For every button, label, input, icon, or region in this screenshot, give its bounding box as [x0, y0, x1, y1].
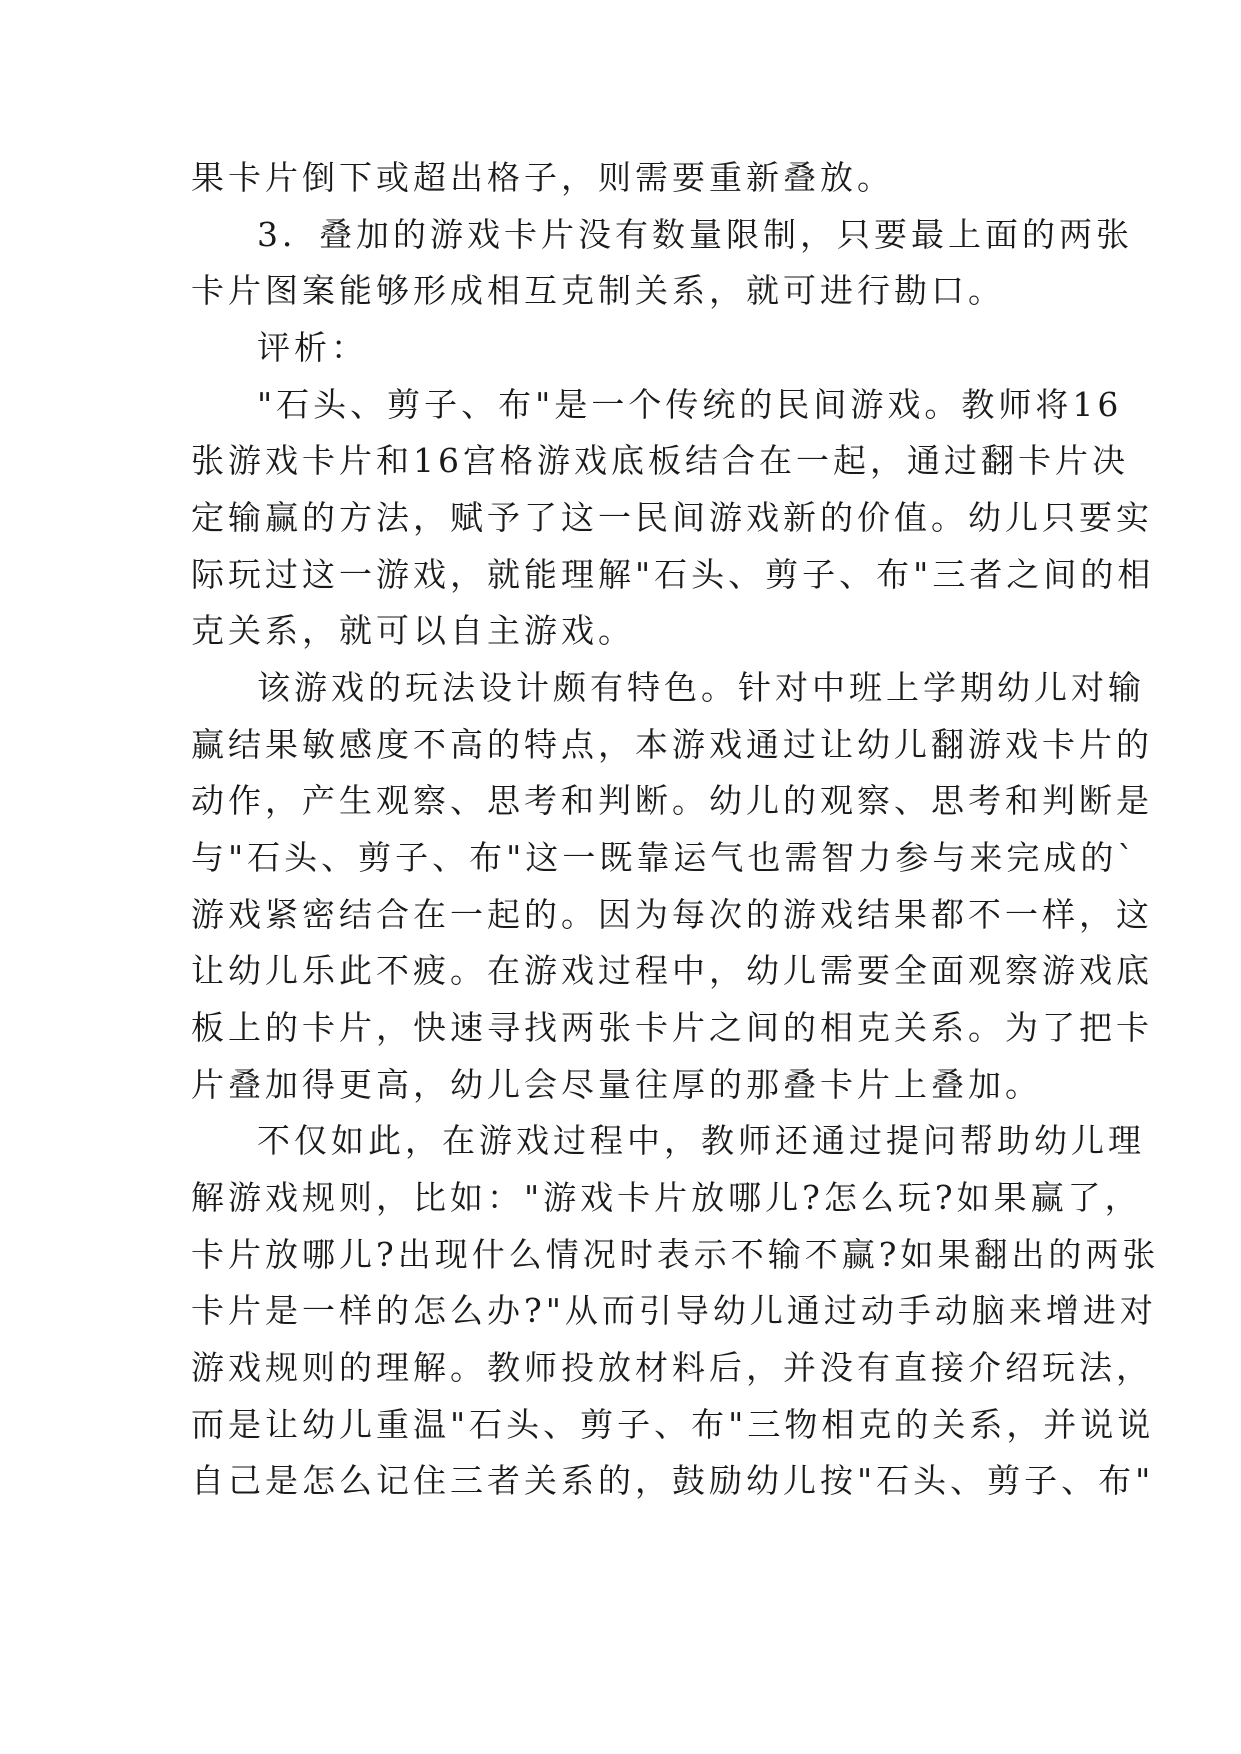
section-heading: 评析： [257, 328, 368, 367]
text-line: 该游戏的玩法设计颇有特色。针对中班上学期幼儿对输 [257, 668, 1145, 707]
text-line: 卡片图案能够形成相互克制关系，就可进行勘口。 [191, 271, 1005, 310]
text-line: 让幼儿乐此不疲。在游戏过程中，幼儿需要全面观察游戏底 [191, 951, 1153, 990]
text-line: 动作，产生观察、思考和判断。幼儿的观察、思考和判断是 [191, 781, 1153, 820]
text-line: 与"石头、剪子、布"这一既靠运气也需智力参与来完成的` [191, 838, 1138, 877]
text-line: 际玩过这一游戏，就能理解"石头、剪子、布"三者之间的相 [191, 555, 1155, 594]
text-line: 定输赢的方法，赋予了这一民间游戏新的价值。幼儿只要实 [191, 498, 1153, 537]
text-line: 板上的卡片，快速寻找两张卡片之间的相克关系。为了把卡 [191, 1008, 1153, 1047]
text-line: 而是让幼儿重温"石头、剪子、布"三物相克的关系，并说说 [191, 1405, 1155, 1444]
text-line: 果卡片倒下或超出格子，则需要重新叠放。 [191, 158, 894, 197]
text-line: 克关系，就可以自主游戏。 [191, 611, 635, 650]
text-line: 不仅如此，在游戏过程中，教师还通过提问帮助幼儿理 [257, 1121, 1145, 1160]
text-line: 3．叠加的游戏卡片没有数量限制，只要最上面的两张 [257, 215, 1133, 254]
text-line: 游戏紧密结合在一起的。因为每次的游戏结果都不一样，这 [191, 895, 1153, 934]
text-line: 自己是怎么记住三者关系的，鼓励幼儿按"石头、剪子、布" [191, 1461, 1155, 1500]
text-line: 游戏规则的理解。教师投放材料后，并没有直接介绍玩法， [191, 1348, 1153, 1387]
text-line: 赢结果敏感度不高的特点，本游戏通过让幼儿翻游戏卡片的 [191, 725, 1153, 764]
text-line: "石头、剪子、布"是一个传统的民间游戏。教师将16 [257, 385, 1123, 424]
text-line: 卡片是一样的怎么办?"从而引导幼儿通过动手动脑来增进对 [191, 1291, 1157, 1330]
text-line: 张游戏卡片和16宫格游戏底板结合在一起，通过翻卡片决 [191, 441, 1129, 480]
text-line: 解游戏规则，比如："游戏卡片放哪儿?怎么玩?如果赢了， [191, 1178, 1142, 1217]
text-line: 卡片放哪儿?出现什么情况时表示不输不赢?如果翻出的两张 [191, 1235, 1160, 1274]
text-line: 片叠加得更高，幼儿会尽量往厚的那叠卡片上叠加。 [191, 1065, 1042, 1104]
